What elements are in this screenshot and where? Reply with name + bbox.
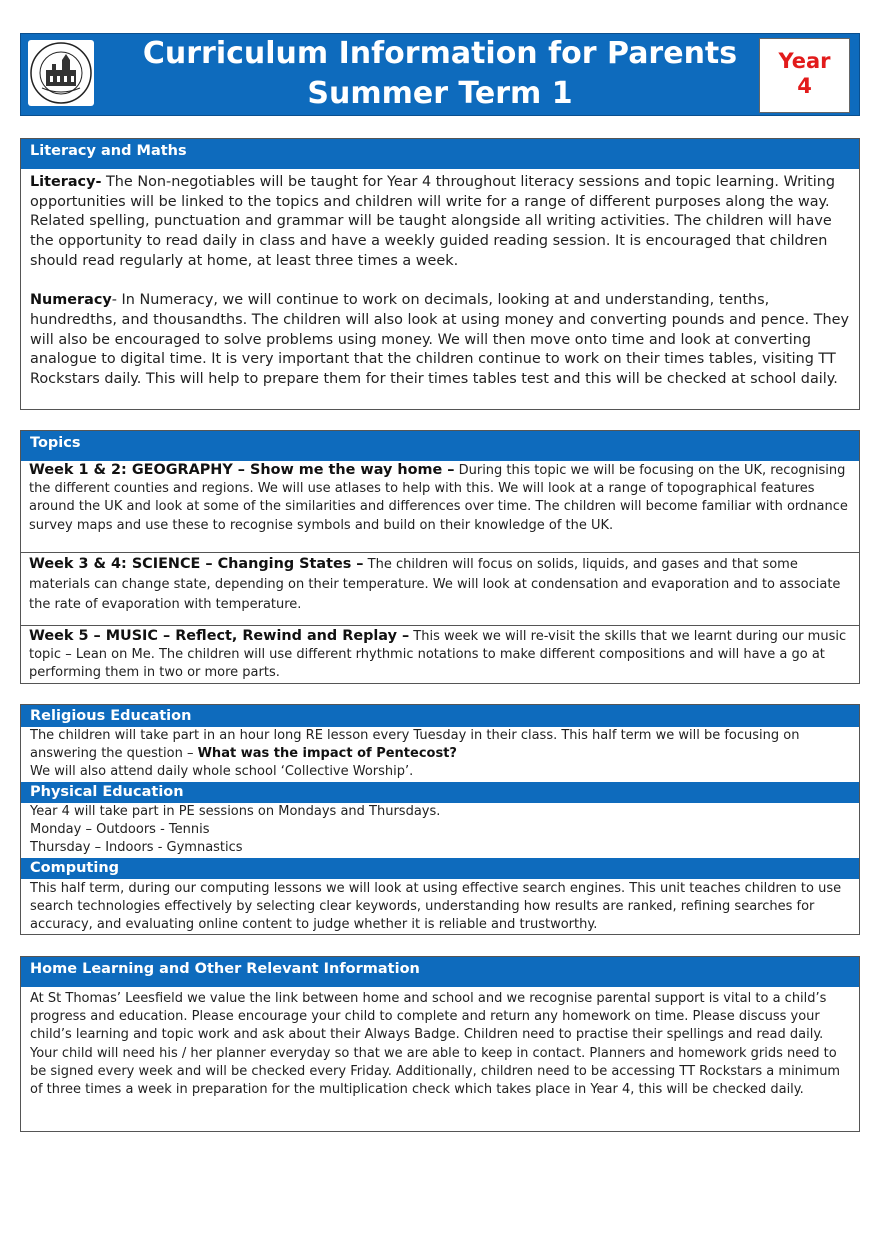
literacy-maths-section (20, 138, 860, 410)
re-worship: We will also attend daily whole school ‘Collective Worship’. (30, 764, 414, 780)
numeracy-paragraph (30, 291, 851, 390)
topic-week-5 (21, 627, 859, 683)
topic-label: Week 3 & 4: SCIENCE – Changing States – (29, 556, 364, 572)
pe-line: Thursday – Indoors - Gymnastics (30, 840, 243, 856)
computing-text: This half term, during our computing lessons we will look at using effective search engines. This unit teaches children to use search technologies effectively by selecting clear keywords, understanding how results are ranked, refining searches for accuracy, and evaluating online content to judge whether it is reliable and trustworthy. (30, 881, 842, 933)
home-learning-text: At St Thomas’ Leesfield we value the link between home and school and we recognise parental support is vital to a child’s progress and education. Please encourage your child to complete and return any homework on time. Please discuss your child’s learning and topic work and ask about their Always Badge. Children need to practise their spellings and read daily. Your child will need his / her planner everyday so that we are able to keep in contact. Planners and homework grids need to be signed every week and will be checked every Friday. Additionally, children need to be accessing TT Rockstars a minimum of three times a week in preparation for the multiplication check which takes place in Year 4, this will be checked daily. (30, 991, 841, 1098)
numeracy-label: Numeracy (30, 292, 112, 309)
year-label: Year (778, 49, 831, 73)
topic-text: During this topic we will be focusing on the UK, recognising the different counties and regions. We will use atlases to help with this. We will look at a range of topographical features around the UK and look at some of the similarities and differences over time. The children will become familiar with ordnance survey maps and use these to recognise symbols and build on their knowledge of the UK. (29, 463, 848, 533)
section-body (21, 169, 859, 390)
re-text: The children will take part in an hour long RE lesson every Tuesday in their class. This half term we will be focusing on answering the question – (30, 728, 800, 762)
computing-heading: Computing (21, 858, 859, 879)
literacy-label: Literacy- (30, 174, 102, 190)
topic-label: Week 5 – MUSIC – Reflect, Rewind and Replay – (29, 628, 410, 644)
section-heading: Literacy and Maths (21, 139, 859, 169)
re-body (21, 727, 859, 782)
numeracy-text: - In Numeracy, we will continue to work on decimals, looking at and understanding, tenths, hundredths, and thousandths. The children will also look at using money and converting pounds and pence. They will also be encouraged to solve problems using money. We will then move onto time and look at converting analogue to digital time. It is very important that the children continue to work on their times tables, visiting TT Rockstars daily. This will help to prepare them for their times tables test and this will be checked at school daily. (30, 292, 849, 388)
title-line-2: Summer Term 1 (307, 76, 573, 111)
page-title (110, 34, 770, 116)
pe-heading: Physical Education (21, 782, 859, 803)
year-number: 4 (797, 74, 812, 98)
year-badge (759, 38, 850, 113)
re-question: What was the impact of Pentecost? (197, 746, 457, 762)
pe-body (21, 803, 859, 858)
home-learning-section (20, 956, 860, 1132)
section-heading: Home Learning and Other Relevant Information (21, 957, 859, 987)
title-line-1: Curriculum Information for Parents (142, 36, 738, 71)
section-body (21, 987, 859, 1099)
topic-label: Week 1 & 2: GEOGRAPHY – Show me the way home – (29, 462, 455, 478)
literacy-paragraph (30, 173, 851, 272)
literacy-text: The Non-negotiables will be taught for Year 4 throughout literacy sessions and topic learning. Writing opportunities will be linked to the topics and children will write for a range of different purposes along the way. Related spelling, punctuation and grammar will be taught alongside all writing activities. The children will have the opportunity to read daily in class and have a weekly guided reading session. It is encouraged that children should read regularly at home, at least three times a week. (30, 174, 835, 269)
topic-week-1-2 (21, 461, 859, 553)
re-paragraph (30, 727, 853, 763)
pe-line: Monday – Outdoors - Tennis (30, 822, 210, 838)
school-logo (28, 40, 94, 106)
pe-line: Year 4 will take part in PE sessions on Mondays and Thursdays. (30, 804, 441, 819)
re-heading: Religious Education (21, 705, 859, 727)
topic-text: This week we will re-visit the skills that we learnt during our music topic – Lean on Me. The children will use different rhythmic notations to make different compositions and will have a go at performing them in two or more parts. (29, 629, 847, 681)
computing-body (21, 880, 859, 935)
topic-week-3-4 (21, 554, 859, 626)
topic-text: The children will focus on solids, liquids, and gases and that some materials can change state, depending on their temperature. We will look at condensation and evaporation and to associate the rate of evaporation with temperature. (29, 557, 841, 612)
section-heading: Topics (21, 431, 859, 461)
